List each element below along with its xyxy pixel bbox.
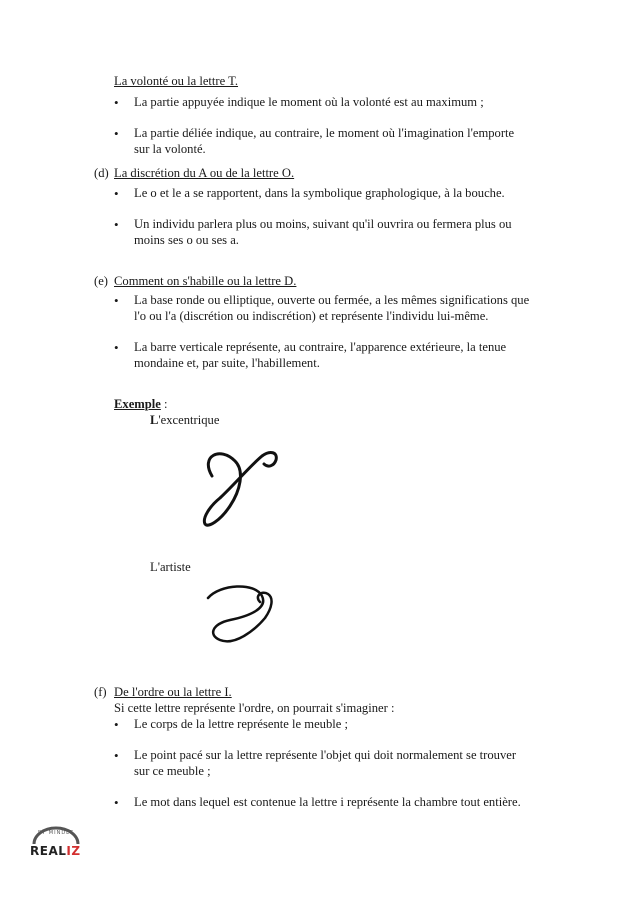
logo-top-text: BY MINDLE: [38, 830, 75, 836]
section-t-bullet-1: La partie appuyée indique le moment où la volonté est au maximum ;: [134, 95, 484, 109]
example-item-initial: L: [150, 413, 159, 427]
realiz-logo: [28, 826, 84, 860]
section-f-bullet-2-cont: sur ce meuble ;: [134, 764, 211, 778]
handwriting-excentrique-image: [190, 446, 290, 541]
logo-brand-a: REAL: [30, 844, 67, 858]
example-label-line: [114, 397, 168, 412]
example-item-artiste: L'artiste: [150, 560, 191, 574]
section-f-bullet-2: Le point pacé sur la lettre représente l'objet qui doit normalement se trouver: [134, 748, 517, 762]
section-t-bullet-2-cont: sur la volonté.: [134, 142, 206, 156]
section-d-bullet-1: Le o et le a se rapportent, dans la symbolique graphologique, à la bouche.: [134, 186, 505, 200]
bullet-icon: •: [114, 748, 119, 763]
section-f-bullet-1: Le corps de la lettre représente le meuble ;: [134, 717, 348, 731]
section-d-bullet-2-cont: moins ses o ou ses a.: [134, 233, 239, 247]
bullet-icon: •: [114, 186, 119, 201]
section-d-bullet-2: Un individu parlera plus ou moins, suivant qu'il ouvrira ou fermera plus ou: [134, 217, 512, 231]
section-e-bullet-2: La barre verticale représente, au contraire, l'apparence extérieure, la tenue: [134, 340, 507, 354]
section-d-marker: (d): [94, 166, 109, 180]
section-f-heading: De l'ordre ou la lettre I.: [114, 685, 232, 699]
handwriting-artiste-image: [200, 580, 300, 650]
section-e-bullet-1-cont: l'o ou l'a (discrétion ou indiscrétion) et représente l'individu lui-même.: [134, 309, 489, 323]
logo-brand-b: IZ: [66, 844, 81, 858]
bullet-icon: •: [114, 293, 119, 308]
bullet-icon: •: [114, 95, 119, 110]
bullet-icon: •: [114, 795, 119, 810]
logo-brand: [30, 844, 81, 858]
bullet-icon: •: [114, 126, 119, 141]
section-f-bullet-3: Le mot dans lequel est contenue la lettre i représente la chambre tout entière.: [134, 795, 521, 809]
example-label: Exemple: [114, 397, 161, 411]
section-f-marker: (f): [94, 685, 107, 699]
section-e-bullet-1: La base ronde ou elliptique, ouverte ou fermée, a les mêmes significations que: [134, 293, 530, 307]
section-f-intro: Si cette lettre représente l'ordre, on pourrait s'imaginer :: [114, 701, 395, 715]
bullet-icon: •: [114, 217, 119, 232]
section-t-heading: La volonté ou la lettre T.: [114, 74, 239, 88]
example-colon: :: [160, 397, 168, 411]
bullet-icon: •: [114, 717, 119, 732]
example-item-excentrique: [150, 413, 219, 428]
section-e-heading: Comment on s'habille ou la lettre D.: [114, 274, 297, 288]
section-e-bullet-2-cont: mondaine et, par suite, l'habillement.: [134, 356, 320, 370]
section-t-bullet-2: La partie déliée indique, au contraire, le moment où l'imagination l'emporte: [134, 126, 515, 140]
section-d-heading: La discrétion du A ou de la lettre O.: [114, 166, 295, 180]
example-item-rest: 'excentrique: [158, 413, 220, 427]
section-e-marker: (e): [94, 274, 108, 288]
bullet-icon: •: [114, 340, 119, 355]
